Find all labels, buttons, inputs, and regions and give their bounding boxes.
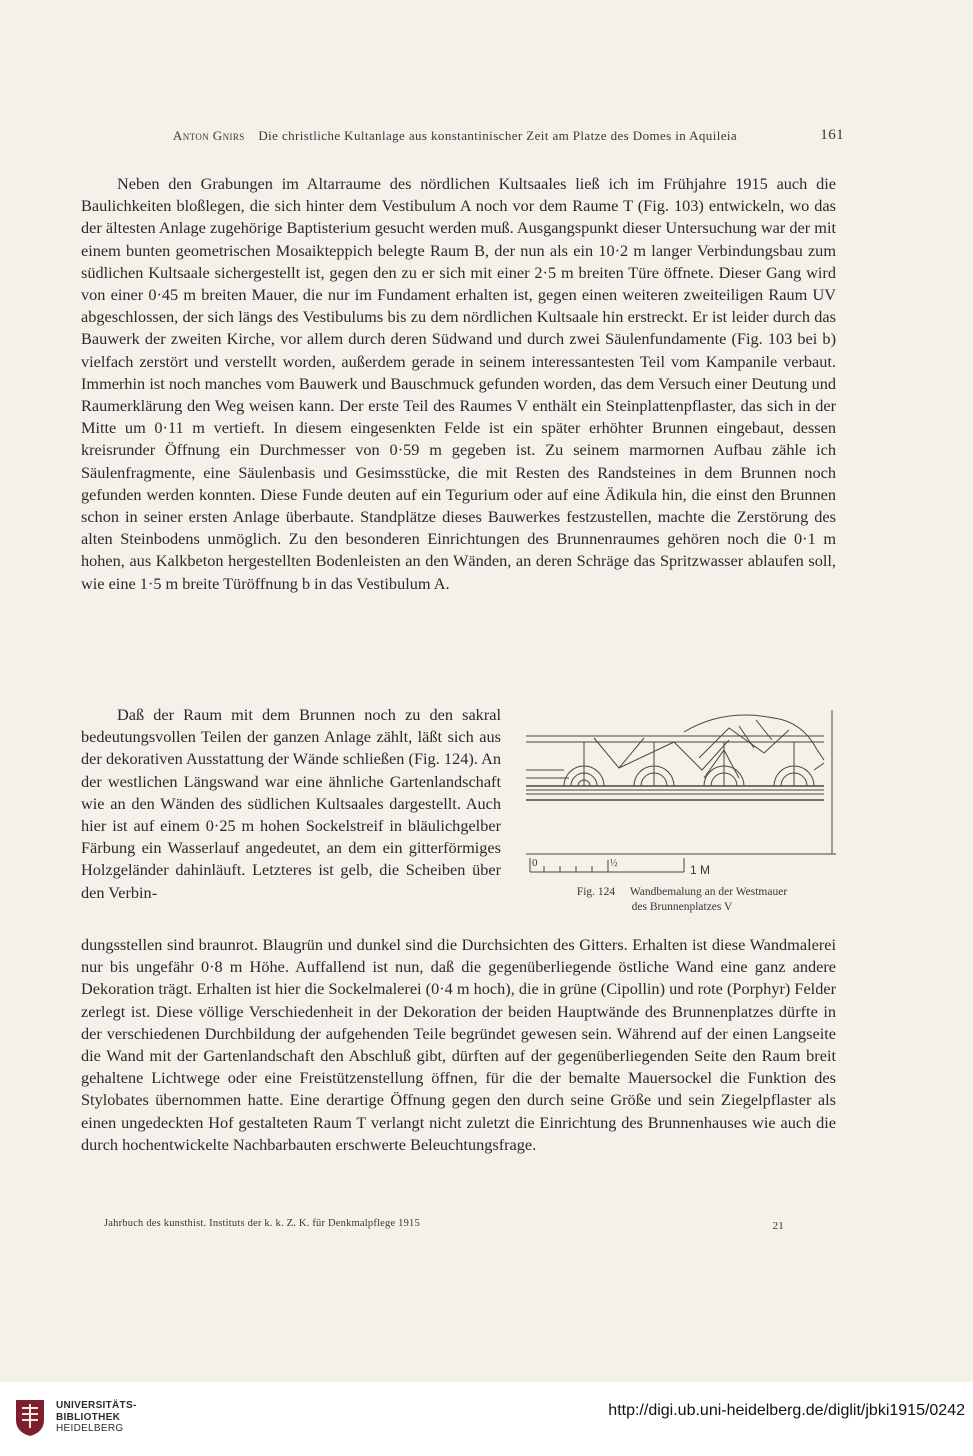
library-line-2: BIBLIOTHEK [56,1411,121,1423]
footer-signature: 21 [772,1220,784,1232]
scale-half: ½ [610,858,618,869]
library-seal-icon [12,1396,48,1438]
page-number: 161 [820,127,844,143]
paragraph: Daß der Raum mit dem Brunnen noch zu den sakral bedeutungsvollen Teilen der ganzen Anlage zählt, läßt sich aus der dekorativen Ausstattung der Wände schließen (Fig. 124). An der westlichen Längswand war eine ähnliche Gartenlandschaft wie an den Wänden des südlichen Kultsaales dargestellt. Auch hier ist auf einem 0·25 m hohen Sockelstreif in bläulichgelber Färbung ein Wasserlauf angedeutet, an dem ein gitterförmiges Holzgeländer dahinläuft. Letzteres ist gelb, die Scheiben über den Verbin- [81,705,501,902]
page-footer [104,1218,784,1232]
caption-line-1: Wandbemalung an der Westmauer [629,886,788,898]
source-url-link[interactable]: http://digi.ub.uni-heidelberg.de/diglit/jbki1915/0242 [608,1402,965,1419]
figure-124-wall-painting [524,708,840,888]
body-text-beside-figure [81,704,501,904]
scale-one-meter: 1 M [690,863,711,877]
figure-caption [528,885,836,915]
scale-zero: 0 [532,857,538,869]
caption-line-2: des Brunnenplatzes V [631,901,733,913]
digitization-bar [0,1382,973,1456]
paragraph: dungsstellen sind braunrot. Blaugrün und dunkel sind die Durchsichten des Gitters. Erhalten ist diese Wandmalerei nur bis ungefähr 0·8 m Höhe. Auffallend ist nun, daß die gegenüberliegende östliche Wand eine ganz andere Dekoration trägt. Erhalten ist hier die Sockelmalerei (0·4 m hoch), die in grüne (Cipollin) und rote (Porphyr) Felder zerlegt ist. Diese völlige Verschiedenheit in der Dekoration der beiden Hauptwände des Brunnenplatzes dürfte in der verschiedenen Durchbildung der aufgehenden Teile begründet gewesen sein. Während auf der einen Langseite die Wand mit der Gartenlandschaft den Abschluß gibt, dürften auf der gegenüberliegenden Seite den Raum breit gehaltene Lichtwege oder eine Freistützenstellung öffnen, für die der bemalte Mauersockel die Funktion des Stylobates übernommen hatte. Eine derartige Öffnung gegen den durch seine Größe und sein Ziegelpflaster als einen ungedeckten Hof gestalteten Raum T verlangt nicht zuletzt die Einrichtung des Brunnenhauses wie auch die durch hochentwickelte Nachbarbauten erschwerte Beleuchtungsfrage. [81,935,836,1154]
library-line-1: UNIVERSITÄTS- [56,1400,137,1411]
header-title: Die christliche Kultanlage aus konstantinischer Zeit am Platze des Domes in Aquileia [258,128,738,143]
running-header [60,128,850,144]
body-text-bottom [81,934,836,1156]
paragraph: Neben den Grabungen im Altarraume des nördlichen Kultsaales ließ ich im Frühjahre 1915 auch die Baulichkeiten bloßlegen, die sich hinter dem Vestibulum A noch vor dem Raume T (Fig. 103) entwickeln, wo das der ältesten Anlage zugehörige Baptisterium gesucht werden muß. Ausgangspunkt dieser Untersuchung war der mit einem bunten geometrischen Mosaikteppich belegte Raum B, der nun als ein 10·2 m langer Verbindungsbau zum südlichen Kultsaale sichergestellt ist, gegen den zu er sich mit einer 2·5 m breiten Türe öffnete. Dieser Gang wird von einer 0·45 m breiten Mauer, die nur im Fundament erhalten ist, gegen einen weiteren zweiteiligen Raum UV abgeschlossen, der sich längs des Vestibulums bis zu dem nördlichen Kultsaale hin erstreckt. Er ist leider durch das Bauwerk der zweiten Kirche, vor allem durch deren Südwand und durch zwei Säulenfundamente (Fig. 103 bei b) vielfach zerstört und verstellt worden, außerdem gerade in seinem interessantesten Teil vom Kampanile verbaut. Immerhin ist noch manches vom Bauwerk und Bauschmuck gefunden worden, das dem Versuch einer Deutung und Raumerklärung den Weg weisen kann. Der erste Teil des Raumes V enthält ein Steinplattenpflaster, das sich in der Mitte um 0·11 m vertieft. In diesem eingesenkten Felde ist ein später erhöhter Brunnen eingebaut, dessen kreisrunder Öffnung ein Durchmesser von 0·59 m gegeben ist. Zu seinem marmornen Aufbau zähle ich Säulenfragmente, eine Säulenbasis und Gesimsstücke, die mit Resten des Randsteines in dem Brunnen noch gefunden werden konnten. Diese Funde deuten auf ein Tegurium oder auf eine Ädikula hin, die einst den Brunnen schon in seiner ersten Anlage überbaute. Standplätze dieses Bauwerkes festzustellen, machte die Zerstörung des alten Steinbodens unmöglich. Zu den besonderen Einrichtungen des Brunnenraumes gehören noch die 0·1 m hohen, aus Kalkbeton hergestellten Bodenleisten an den Wänden, an deren Schräge das Spritzwasser ablaufen soll, wie eine 1·5 m breite Türöffnung b in das Vestibulum A. [81,174,836,593]
library-line-3: HEIDELBERG [56,1423,124,1434]
library-name [56,1400,137,1435]
body-text-top [81,173,836,595]
footer-journal: Jahrbuch des kunsthist. Instituts der k. k. Z. K. für Denkmalpflege 1915 [104,1218,420,1229]
header-author: Anton Gnirs [172,128,245,143]
caption-number: Fig. 124 [576,886,616,898]
wall-painting-drawing [524,708,840,888]
